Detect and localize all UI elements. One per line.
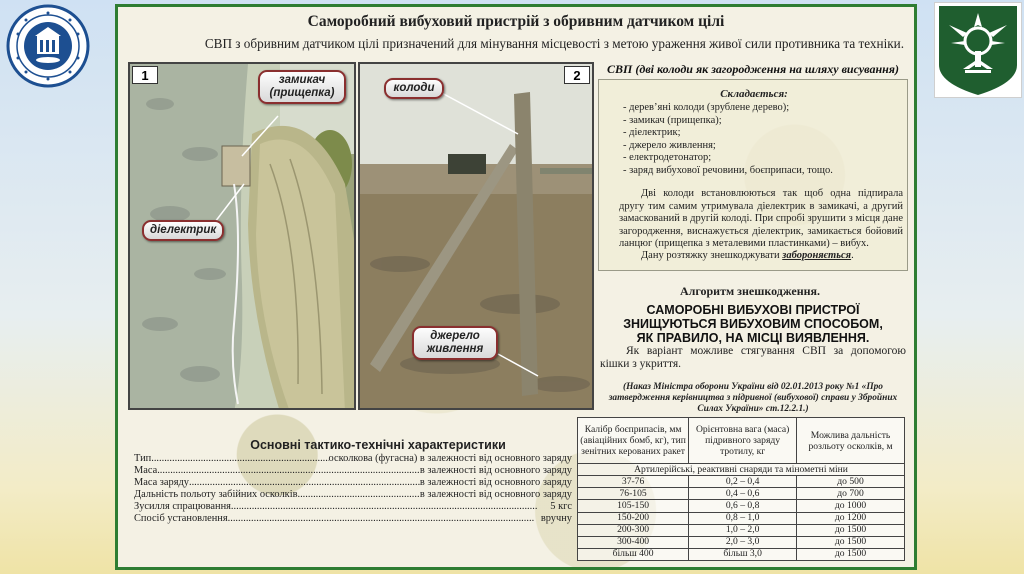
table-cell: до 700: [797, 488, 905, 500]
table-cell: 37-76: [578, 476, 689, 488]
table-row: [578, 500, 905, 512]
row-label: Тип: [134, 453, 152, 464]
composition-note: [641, 250, 854, 263]
list-item: - дерев’яні колоди (зрублене дерево);: [623, 102, 790, 113]
callout-dielectric: діелектрик: [142, 220, 224, 241]
photo-tree-clip: [128, 62, 356, 410]
row-label: Зусилля спрацювання: [134, 501, 231, 512]
table-row: [578, 524, 905, 536]
row-label: Маса: [134, 465, 158, 476]
characteristic-row: [134, 501, 572, 513]
note-prefix: Дану розтяжку знешкоджувати: [641, 250, 783, 261]
table-cell: більш 400: [578, 548, 689, 560]
table-row: [578, 548, 905, 560]
list-item: - замикач (прищепка);: [623, 114, 722, 126]
row-label: Маса заряду: [134, 477, 189, 488]
table-cell: 150-200: [578, 512, 689, 524]
military-emblem: [934, 2, 1022, 98]
table-row: [578, 476, 905, 488]
table-cell: 76-105: [578, 488, 689, 500]
charge-table: [577, 417, 905, 561]
table-cell: більш 3,0: [689, 548, 797, 560]
table-row: [578, 512, 905, 524]
note-emphasis: забороняється: [782, 250, 852, 261]
table-header-row: [578, 418, 905, 464]
photo-logs: [358, 62, 594, 410]
table-header: Орієнтовна вага (маса) підривного заряду тротилу, кг: [689, 418, 797, 464]
table-cell: 200-300: [578, 524, 689, 536]
svp-heading: СВП (дві колоди як загородження на шляху висування): [607, 62, 899, 76]
callout-clip: замикач (прищепка): [258, 70, 346, 104]
composition-title: Складається:: [720, 88, 788, 100]
table-cell: 2,0 – 3,0: [689, 536, 797, 548]
photo-number: 2: [564, 66, 590, 84]
characteristic-row: [134, 465, 572, 477]
table-cell: 0,2 – 0,4: [689, 476, 797, 488]
note-suffix: .: [851, 250, 854, 261]
characteristic-row: [134, 513, 572, 525]
callout-logs: колоди: [384, 78, 444, 99]
table-cell: до 1500: [797, 524, 905, 536]
table-cell: 105-150: [578, 500, 689, 512]
poster-subtitle: СВП з обривним датчиком цілі призначений для мінування місцевості з метою ураження живої сили противника та техніки.: [204, 36, 904, 51]
characteristic-row: [134, 453, 572, 465]
table-cell: до 1500: [797, 536, 905, 548]
algorithm-caps: [604, 303, 902, 345]
caps-line: САМОРОБНІ ВИБУХОВІ ПРИСТРОЇ: [646, 303, 860, 317]
callout-power-source: джерело живлення: [412, 326, 498, 360]
table-cell: 300-400: [578, 536, 689, 548]
caps-line: ЯК ПРАВИЛО, НА МІСЦІ ВИЯВЛЕННЯ.: [636, 331, 870, 345]
table-cell: 1,0 – 2,0: [689, 524, 797, 536]
composition-box: [598, 79, 908, 271]
composition-list: [623, 102, 833, 177]
algorithm-text: Як варіант можливе стягування СВП за допомогою кішки з укриття.: [600, 345, 906, 370]
row-value: вручну: [540, 513, 572, 524]
table-header: Можлива дальність розльоту осколків, м: [797, 418, 905, 464]
characteristic-row: [134, 489, 572, 501]
photo-number: 1: [132, 66, 158, 84]
algorithm-title: Алгоритм знешкодження.: [679, 284, 821, 298]
table-cell: 0,8 – 1,0: [689, 512, 797, 524]
list-item: - заряд вибухової речовини, боєприпаси, тощо.: [623, 164, 833, 176]
table-group-label: Артилерійські, реактивні снаряди та мінометні міни: [578, 464, 905, 476]
table-row: [578, 488, 905, 500]
characteristics-list: [134, 453, 572, 525]
row-value: в залежності від основного заряду: [419, 477, 572, 488]
list-item: - діелектрик;: [623, 127, 681, 138]
row-value: в залежності від основного заряду: [419, 465, 572, 476]
table-group-row: [578, 464, 905, 476]
table-cell: до 1500: [797, 548, 905, 560]
composition-description: Дві колоди встановлюються так щоб одна підпирала другу тим самим утримувала діелектрик в замикачі, а другий замаскований в другій колоді. При спробі зрушити з місця дане загородження, виснажується діелектрик, замикається бойовий ланцюг (прищепка з металевими пластинками) – вибух.: [619, 188, 903, 249]
row-value: 5 кгс: [550, 501, 572, 512]
table-cell: 0,4 – 0,6: [689, 488, 797, 500]
row-label: Дальність польоту забійних осколків: [134, 489, 298, 500]
characteristics-title: Основні тактико-технічні характеристики: [250, 438, 506, 452]
table-cell: 0,6 – 0,8: [689, 500, 797, 512]
list-item: - джерело живлення;: [623, 139, 716, 151]
caps-line: ЗНИЩУЮТЬСЯ ВИБУХОВИМ СПОСОБОМ,: [623, 317, 883, 331]
table-cell: до 1200: [797, 512, 905, 524]
table-cell: до 1000: [797, 500, 905, 512]
poster: [115, 4, 917, 570]
row-value: в залежності від основного заряду: [419, 489, 572, 500]
university-logo: [6, 4, 90, 88]
poster-title: Саморобний вибуховий пристрій з обривним датчиком цілі: [307, 13, 725, 30]
table-header: Калібр боєприпасів, мм (авіаційних бомб, кг), тип зенітних керованих ракет: [578, 418, 689, 464]
order-reference: (Наказ Міністра оборони України від 02.01.2013 року №1 «Про затвердження керівництва з підривної (вибухової) справи у Збройних Силах України» ст.12.2.1.): [608, 382, 898, 414]
row-label: Спосіб установлення: [134, 513, 228, 524]
row-value: осколкова (фугасна) в залежності від основного заряду: [328, 453, 572, 464]
table-cell: до 500: [797, 476, 905, 488]
characteristic-row: [134, 477, 572, 489]
table-row: [578, 536, 905, 548]
list-item: - електродетонатор;: [623, 152, 712, 163]
